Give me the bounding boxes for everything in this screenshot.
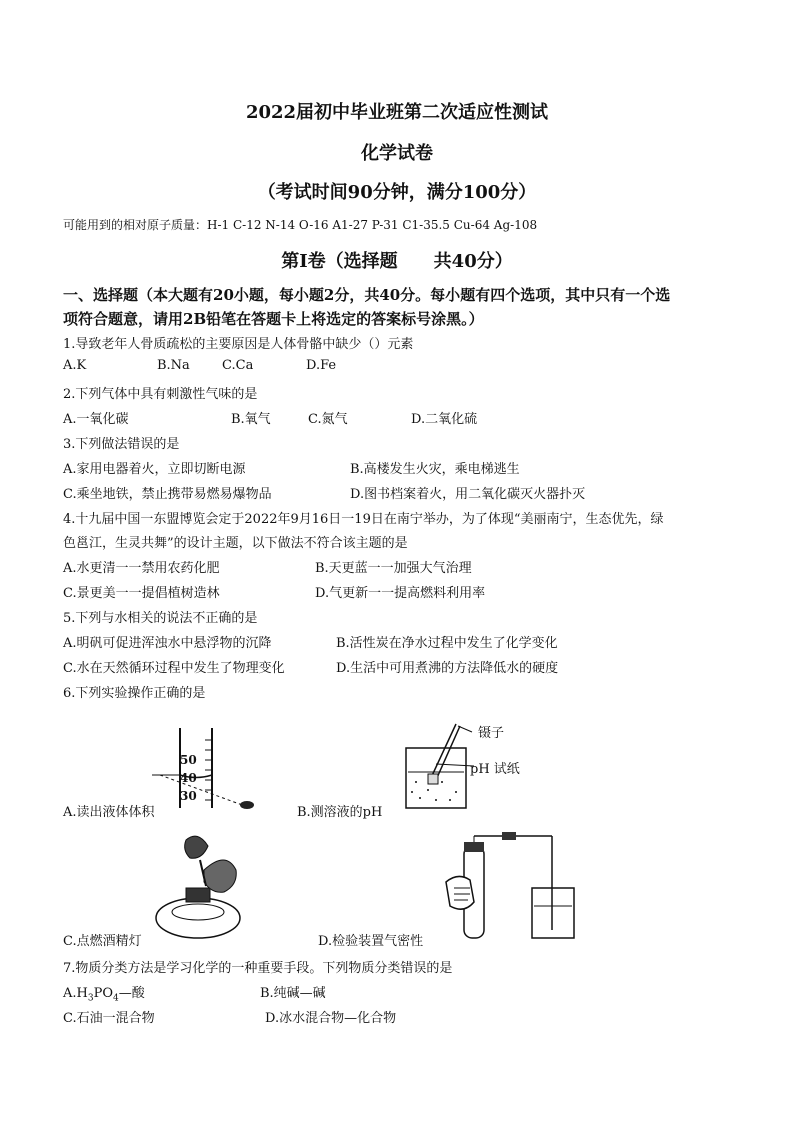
q2-option-b: B.氧气: [231, 412, 271, 427]
tick-label-30: 30: [180, 789, 197, 803]
tick-label-50: 50: [180, 753, 197, 767]
q5-stem: 5.下列与水相关的说法不正确的是: [63, 611, 258, 626]
q6-option-d: D.检验装置气密性: [318, 934, 424, 949]
q7-option-a: [63, 982, 145, 1004]
q3-option-d: D.图书档案着火，用二氧化碳灭火器扑灭: [350, 487, 586, 502]
q5-option-a: A.明矾可促进浑浊水中悬浮物的沉降: [63, 636, 272, 651]
q4-stem-line1: 4.十九届中国一东盟博览会定于2022年9月16日一19日在南宁举办，为了体现“美丽南宁，生态优先，绿: [63, 512, 664, 527]
section-instruction-line2: 项符合题意，请用2B铅笔在答题卡上将选定的答案标号涂黑。）: [63, 310, 484, 328]
tick-label-40: 40: [180, 771, 197, 785]
q5-option-d: D.生活中可用煮沸的方法降低水的硬度: [336, 661, 559, 676]
q2-option-c: C.氮气: [308, 412, 348, 427]
figure-alcohol-lamp: [146, 830, 256, 942]
q3-stem: 3.下列做法错误的是: [63, 437, 180, 452]
q6-stem: 6.下列实验操作正确的是: [63, 686, 206, 701]
q7-option-a-subscript-3: 3: [87, 993, 94, 1004]
time-note: （考试时间90分钟，满分100分）: [257, 182, 537, 203]
q6-option-a: A.读出液体体积: [63, 805, 155, 820]
label-tweezers: 镊子: [478, 726, 505, 741]
q3-option-a: A.家用电器着火，立即切断电源: [63, 462, 246, 477]
q6-option-b: B.测溶液的pH: [297, 805, 383, 820]
q7-stem: 7.物质分类方法是学习化学的一种重要手段。下列物质分类错误的是: [63, 961, 453, 976]
q1-option-d: D.Fe: [306, 358, 337, 373]
q1-option-b: B.Na: [157, 358, 190, 373]
q4-option-b: B.天更蓝一一加强大气治理: [315, 561, 472, 576]
q1-option-a: A.K: [63, 358, 87, 373]
q4-option-a: A.水更清一一禁用农药化肥: [63, 561, 220, 576]
q7-option-a-subscript-4: 4: [113, 993, 119, 1004]
q6-option-c: C.点燃酒精灯: [63, 934, 142, 949]
q3-option-b: B.高楼发生火灾，乘电梯逃生: [350, 462, 520, 477]
q7-option-d: D.冰水混合物—化合物: [265, 1011, 397, 1026]
figure-cylinder-reading: [150, 728, 280, 808]
exam-title: 2022届初中毕业班第二次适应性测试: [245, 102, 549, 123]
label-ph-paper: pH 试纸: [470, 762, 520, 777]
q1-stem: 1.导致老年人骨质疏松的主要原因是人体骨骼中缺少（）元素: [63, 337, 414, 352]
q7-option-c: C.石油一混合物: [63, 1011, 155, 1026]
q3-option-c: C.乘坐地铁，禁止携带易燃易爆物品: [63, 487, 272, 502]
q2-option-a: A.一氧化碳: [63, 412, 129, 427]
q5-option-b: B.活性炭在净水过程中发生了化学变化: [336, 636, 558, 651]
part1-heading: 第Ⅰ卷（选择题 共40分）: [281, 251, 513, 272]
subject-title: 化学试卷: [361, 143, 433, 164]
q4-option-d: D.气更新一一提高燃料利用率: [315, 586, 486, 601]
q7-option-a-suffix: —酸: [118, 986, 145, 1001]
q5-option-c: C.水在天然循环过程中发生了物理变化: [63, 661, 285, 676]
q7-option-a-mid: PO: [93, 986, 113, 1001]
q4-stem-line2: 色邕江，生灵共舞”的设计主题，以下做法不符合该主题的是: [63, 536, 408, 551]
q4-option-c: C.景更美一一提倡植树造林: [63, 586, 220, 601]
q2-stem: 2.下列气体中具有刺激性气味的是: [63, 387, 258, 402]
q7-option-b: B.纯碱—碱: [260, 986, 326, 1001]
figure-airtightness-check: [440, 832, 590, 944]
section-instruction-line1: 一、选择题（本大题有20小题，每小题2分，共40分。每小题有四个选项，其中只有一个选: [63, 286, 671, 304]
atomic-masses: 可能用到的相对原子质量：H-1 C-12 N-14 O-16 A1-27 P-31 C1-35.5 Cu-64 Ag-108: [63, 218, 538, 232]
q2-option-d: D.二氧化硫: [411, 412, 478, 427]
q7-option-a-prefix: A.H: [63, 986, 88, 1001]
q1-option-c: C.Ca: [222, 358, 254, 373]
